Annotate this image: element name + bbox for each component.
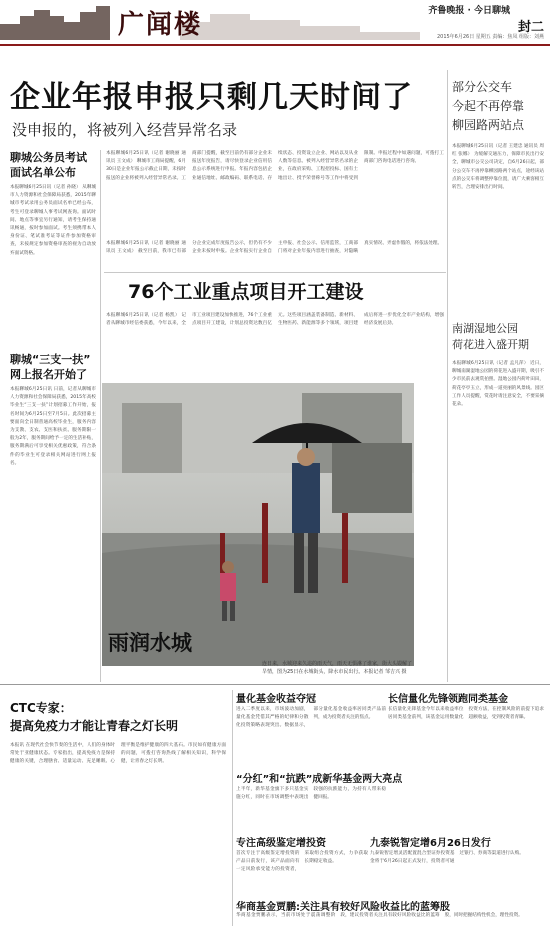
section-code: 封二 — [517, 20, 544, 35]
story-b-body: 长信量化先锋基金今年以来收益率位居同类基金前列，该基金运用数量化投资方法，在控制风险的前提下追求超额收益，受到投资者青睐。 — [388, 707, 544, 721]
issue-info: 2015年6月26日 星期五 责编：焦凤 组版：刘燕 — [436, 34, 544, 40]
story-f-body: 华商基金贾鹏表示，当前市场处于震荡调整阶段，建议投资者关注具有较好风险收益比的蓝筹股，同时把握结构性机会，理性投资。 — [236, 913, 523, 918]
story-f-title[interactable]: 华商基金贾鹏:关注具有较好风险收益比的蓝筹股 — [236, 902, 450, 913]
photo-caption: 连日来，水城迎来久违的雨天气，雨天无惧淋了谁家，街大头锻解了旱情，图为25日在水城街头，降水市民出行。本报记者 邹吉兴 摄 — [262, 661, 413, 675]
photo-feature-title[interactable]: 雨润水城 — [108, 631, 192, 655]
cpi-title-line: CTC专家： — [10, 701, 72, 715]
column-divider — [447, 70, 448, 682]
right-story2-body: 本报聊城6月25日讯（记者 孟凡萍） 近日，聊城南湖湿地公园的荷花进入盛开期，吸引不少市民前去观赏拍照。湿地公园内荷叶田田，荷花亭亭玉立，形成一道亮丽的风景线。园区工作人员提醒，赏花时请注意安全，不要采摘花朵。 — [452, 361, 544, 408]
cpi-body: 本报讯 在现代社会快节奏的生活中，人们的身体时常处于亚健康状态。专家指出，提高免疫力是保持健康的关键，合理膳食、适量运动、充足睡眠、心理平衡是维护健康的四大基石。市民如有健康方面的问题，可拨打咨询热线了解相关知识，科学保健，让青春之灯长明。 — [10, 743, 226, 765]
lead-body: 本报聊城6月25日讯（记者 谢晓丽 通讯员 王文成） 聊城市工商局提醒，6月30日是企业年报公示截止日期，未按时报送的企业将被列入经营异常名录。工商部门提醒，截至目前仍有部分企业未报送年度报告，请尽快登录企业信用信息公示系统进行申报。年报内容包括企业通信地址、邮政编码、联系电话、存续状态、投资设立企业、网站以及从业人数等信息。被列入经营异常名录的企业，在政府采购、工程招投标、国有土地出让、授予荣誉称号等工作中将受到限制。申报过程中如遇问题，可拨打工商部门咨询电话进行咨询。 — [106, 151, 444, 181]
section-divider — [0, 684, 550, 685]
right-title-line: 柳园路两站点 — [452, 118, 525, 132]
upper-body: 本报聊城6月25日讯（记者 谢晓丽 通讯员 王文成） 截至目前，我市已有部分企业完成年度报告公示，但仍有不少企业未按时申报。企业年报实行企业自主申报、社会公示、信用监管，工商部门将对企业年报内容进行抽查，对隐瞒真实情况、弄虚作假的，将依法处理。 — [106, 241, 443, 255]
story-a-title[interactable]: 量化基金收益夺冠 — [236, 694, 316, 705]
projects-headline[interactable]: 76个工业重点项目开工建设 — [128, 281, 364, 303]
rain-photo — [102, 383, 414, 666]
story-e-body: 九泰锐智定增灵活配置混合型证券投资基金将于6月26日起正式发行，投资者可通过银行、券商等渠道进行认购。 — [370, 851, 524, 865]
story-b-title[interactable]: 长信量化先锋领跑同类基金 — [388, 694, 508, 705]
section-divider — [104, 272, 446, 273]
story-e-title[interactable]: 九泰锐智定增6月26日发行 — [370, 838, 491, 849]
story-d-body: 首次专注于高级鉴定增投资的产品日前发行，该产品面向有一定风险承受能力的投资者，采取组合投资方式，力争获取长期稳定收益。 — [236, 851, 368, 873]
left-story1-body: 本报聊城6月25日讯（记者 孙晓） 从聊城市人力资源和社会保障局获悉，2015年聊城市考试录用公务员面试名单已经公布，考生可登录聊城人事考试网查询。面试时间、地点等事宜另行通知，请考生保持通讯畅通，按时参加面试。考生须携带本人身份证、笔试准考证等证件参加资格审查，未按规定参加资格审查的视为自动放弃面试资格。 — [10, 185, 96, 256]
left-story1-title[interactable] — [10, 150, 87, 180]
story-a-body: 进入二季度以来，市场波动加剧，量化基金凭借其严格的纪律和分散化投资策略表现突出。数据显示，部分量化基金收益率居同类产品前列，成为投资者关注的焦点。 — [236, 707, 386, 729]
right-title-line: 今起不再停靠 — [452, 99, 525, 113]
column-divider — [100, 150, 101, 682]
paper-name: 齐鲁晚报 · 今日聊城 — [428, 6, 510, 16]
right-story2-title-line: 荷花进入盛开期 — [452, 338, 529, 351]
story-c-body: 上半年，新华基金旗下多只基金实施分红，同时在市场调整中表现出较强的抗跌能力，为持有人带来稳健回报。 — [236, 787, 386, 801]
cpi-title[interactable] — [10, 699, 178, 735]
section-name: 广闻楼 — [118, 10, 203, 40]
right-story-title[interactable] — [452, 78, 548, 135]
story-c-title[interactable]: “分红”和“抗跌”成新华基金两大亮点 — [236, 774, 403, 785]
left-story1-title-line: 聊城公务员考试 — [10, 151, 87, 164]
right-story2-title-line: 南湖湿地公园 — [452, 322, 518, 335]
masthead — [0, 0, 550, 46]
right-title-line: 部分公交车 — [452, 80, 513, 94]
left-story2-title-line: 网上报名开始了 — [10, 368, 87, 381]
left-story2-body: 本报聊城6月25日讯 日前，记者从聊城市人力资源和社会保障局获悉，2015年高校毕业生“三支一扶”计划招募工作开始，报名时间为6月25日至7月5日。此次招募主要面向全日制普通高校毕业生，服务内容为支教、支农、支医和扶贫。服务期限一般为2年，服务期间给予一定的生活补贴，服务期满后可享受相关优惠政策，符合条件的毕业生可登录相关网站进行网上报名。 — [10, 387, 96, 466]
left-story2-title[interactable] — [10, 352, 90, 382]
projects-body: 本报聊城6月25日讯（记者 杨凯） 记者从聊城市经信委获悉，今年以来，全市工业项目建设加快推进，76个工业重点项目开工建设，计划总投资达数百亿元。这些项目涵盖装备制造、新材料、生物医药、新能源等多个领域，项目建成后将进一步优化全市产业结构，增强经济发展后劲。 — [106, 313, 444, 327]
column-divider — [232, 690, 233, 926]
right-story-body: 本报聊城6月25日讯（记者 王建忠 通讯员 周红 张娜） 为缓解交通压力，保障市民出行安全，聊城市公交公司决定，自6月26日起，部分公交车不再停靠柳园路两个站点，途经该站点的公交车将调整停靠位置，请广大乘客相互转告，合理安排出行时间。 — [452, 144, 544, 191]
cpi-title-line: 提高免疫力才能让青春之灯长明 — [10, 719, 179, 733]
lead-subhead: 没申报的，将被列入经营异常名录 — [12, 121, 238, 139]
left-story2-title-line: 聊城“三支一扶” — [10, 353, 91, 366]
story-d-title[interactable]: 专注高级鉴定增投资 — [236, 838, 326, 849]
masthead-rule — [0, 44, 550, 46]
right-story2-title[interactable] — [452, 321, 529, 353]
rain-photo-illustration — [102, 383, 414, 666]
left-story1-title-line: 面试名单公布 — [10, 166, 76, 179]
lead-headline[interactable]: 企业年报申报只剩几天时间了 — [10, 80, 413, 115]
